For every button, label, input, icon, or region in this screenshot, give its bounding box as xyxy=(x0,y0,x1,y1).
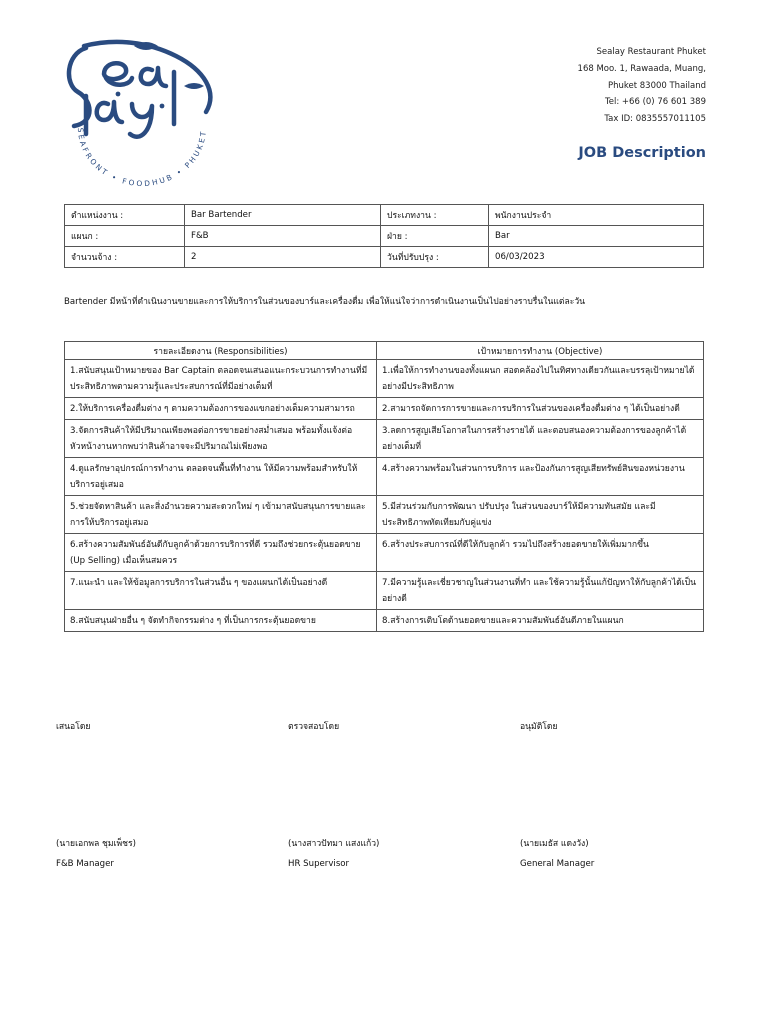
responsibility-cell: 1.สนับสนุนเป้าหมายของ Bar Captain ตลอดจนเสนอแนะกระบวนการทำงานที่มีประสิทธิภาพตามความรู้และประสบการณ์ที่มีอย่างเต็มที่ xyxy=(65,360,377,398)
objective-cell: 8.สร้างการเติบโตด้านยอดขายและความสัมพันธ์อันดีภายในแผนก xyxy=(377,610,704,632)
signer-2-name: (นางสาวปัทมา แสงแก้ว) xyxy=(288,839,380,849)
updated-date-value: 06/03/2023 xyxy=(489,247,704,268)
signer-3-title: General Manager xyxy=(520,859,595,869)
division-value: Bar xyxy=(489,226,704,247)
table-row xyxy=(65,420,704,458)
responsibility-cell: 6.สร้างความสัมพันธ์อันดีกับลูกค้าด้วยการบริการที่ดี รวมถึงช่วยกระตุ้นยอดขาย (Up Selling) เมื่อเห็นสมควร xyxy=(65,534,377,572)
table-row xyxy=(65,610,704,632)
document-title: JOB Description xyxy=(578,145,706,161)
objective-cell: 4.สร้างความพร้อมในส่วนการบริการ และป้องกันการสูญเสียทรัพย์สินของหน่วยงาน xyxy=(377,458,704,496)
job-info-table xyxy=(64,204,704,268)
objective-cell: 6.สร้างประสบการณ์ที่ดีให้กับลูกค้า รวมไปถึงสร้างยอดขายให้เพิ่มมากขึ้น xyxy=(377,534,704,572)
responsibilities-table xyxy=(64,341,704,632)
signer-1-name: (นายเอกพล ชุมเพ็ชร) xyxy=(56,839,136,849)
signer-3-name: (นายเมธัส แดงวัง) xyxy=(520,839,589,849)
division-label: ฝ่าย : xyxy=(381,226,489,247)
approved-by-label: อนุมัติโดย xyxy=(520,722,558,732)
objective-cell: 3.ลดการสูญเสียโอกาสในการสร้างรายได้ และตอบสนองความต้องการของลูกค้าได้อย่างเต็มที่ xyxy=(377,420,704,458)
responsibility-cell: 8.สนับสนุนฝ่ายอื่น ๆ จัดทำกิจกรรมต่าง ๆ ที่เป็นการกระตุ้นยอดขาย xyxy=(65,610,377,632)
updated-date-label: วันที่ปรับปรุง : xyxy=(381,247,489,268)
objective-cell: 2.สามารถจัดการการขายและการบริการในส่วนของเครื่องดื่มต่าง ๆ ได้เป็นอย่างดี xyxy=(377,398,704,420)
company-tel: Tel: +66 (0) 76 601 389 xyxy=(605,97,706,108)
table-row xyxy=(65,496,704,534)
table-row xyxy=(65,458,704,496)
department-label: แผนก : xyxy=(65,226,185,247)
responsibility-cell: 3.จัดการสินค้าให้มีปริมาณเพียงพอต่อการขายอย่างสม่ำเสมอ พร้อมทั้งแจ้งต่อหัวหน้างานหากพบว่าสินค้าอาจจะมีปริมาณไม่เพียงพอ xyxy=(65,420,377,458)
position-value: Bar Bartender xyxy=(185,205,381,226)
logo-ring-text: SEAFRONT • FOODHUB • PHUKET xyxy=(75,127,209,189)
objective-cell: 7.มีความรู้และเชี่ยวชาญในส่วนงานที่ทำ และใช้ความรู้นั้นแก้ปัญหาให้กับลูกค้าได้เป็นอย่างดี xyxy=(377,572,704,610)
headcount-label: จำนวนจ้าง : xyxy=(65,247,185,268)
objective-cell: 5.มีส่วนร่วมกับการพัฒนา ปรับปรุง ในส่วนของบาร์ให้มีความทันสมัย และมีประสิทธิภาพทัดเทียมกับคู่แข่ง xyxy=(377,496,704,534)
responsibilities-header: รายละเอียดงาน (Responsibilities) xyxy=(65,342,377,360)
company-address-line2: Phuket 83000 Thailand xyxy=(607,80,706,91)
responsibility-cell: 2.ให้บริการเครื่องดื่มต่าง ๆ ตามความต้องการของแขกอย่างเต็มความสามารถ xyxy=(65,398,377,420)
signer-2-title: HR Supervisor xyxy=(288,859,350,869)
responsibility-cell: 7.แนะนำ และให้ข้อมูลการบริการในส่วนอื่น ๆ ของแผนกได้เป็นอย่างดี xyxy=(65,572,377,610)
objective-cell: 1.เพื่อให้การทำงานของทั้งแผนก สอดคล้องไปในทิศทางเดียวกันและบรรลุเป้าหมายได้อย่างมีประสิทธิภาพ xyxy=(377,360,704,398)
job-type-value: พนักงานประจำ xyxy=(489,205,704,226)
company-address-line1: 168 Moo. 1, Rawaada, Muang, xyxy=(577,63,706,74)
responsibility-cell: 4.ดูแลรักษาอุปกรณ์การทำงาน ตลอดจนพื้นที่ทำงาน ให้มีความพร้อมสำหรับให้บริการอยู่เสมอ xyxy=(65,458,377,496)
responsibility-cell: 5.ช่วยจัดหาสินค้า และสิ่งอำนวยความสะดวกใหม่ ๆ เข้ามาสนับสนุนการขายและการให้บริการอยู่เสมอ xyxy=(65,496,377,534)
job-type-label: ประเภทงาน : xyxy=(381,205,489,226)
table-row xyxy=(65,398,704,420)
reviewed-by-label: ตรวจสอบโดย xyxy=(288,722,340,732)
table-row xyxy=(65,360,704,398)
position-label: ตำแหน่งงาน : xyxy=(65,205,185,226)
headcount-value: 2 xyxy=(185,247,381,268)
sealay-logo xyxy=(56,34,228,190)
table-row xyxy=(65,572,704,610)
company-name: Sealay Restaurant Phuket xyxy=(596,47,706,57)
department-value: F&B xyxy=(185,226,381,247)
company-tax-id: Tax ID: 0835557011105 xyxy=(604,114,706,125)
table-row xyxy=(65,534,704,572)
job-summary: Bartender มีหน้าที่ดำเนินงานขายและการให้บริการในส่วนของบาร์และเครื่องดื่ม เพื่อให้แน่ใจว่าการดำเนินงานเป็นไปอย่างราบรื่นในแต่ละวัน xyxy=(64,297,586,307)
proposed-by-label: เสนอโดย xyxy=(56,722,91,732)
company-address-block xyxy=(578,44,706,128)
signer-1-title: F&B Manager xyxy=(56,859,114,869)
objective-header: เป้าหมายการทำงาน (Objective) xyxy=(377,342,704,360)
